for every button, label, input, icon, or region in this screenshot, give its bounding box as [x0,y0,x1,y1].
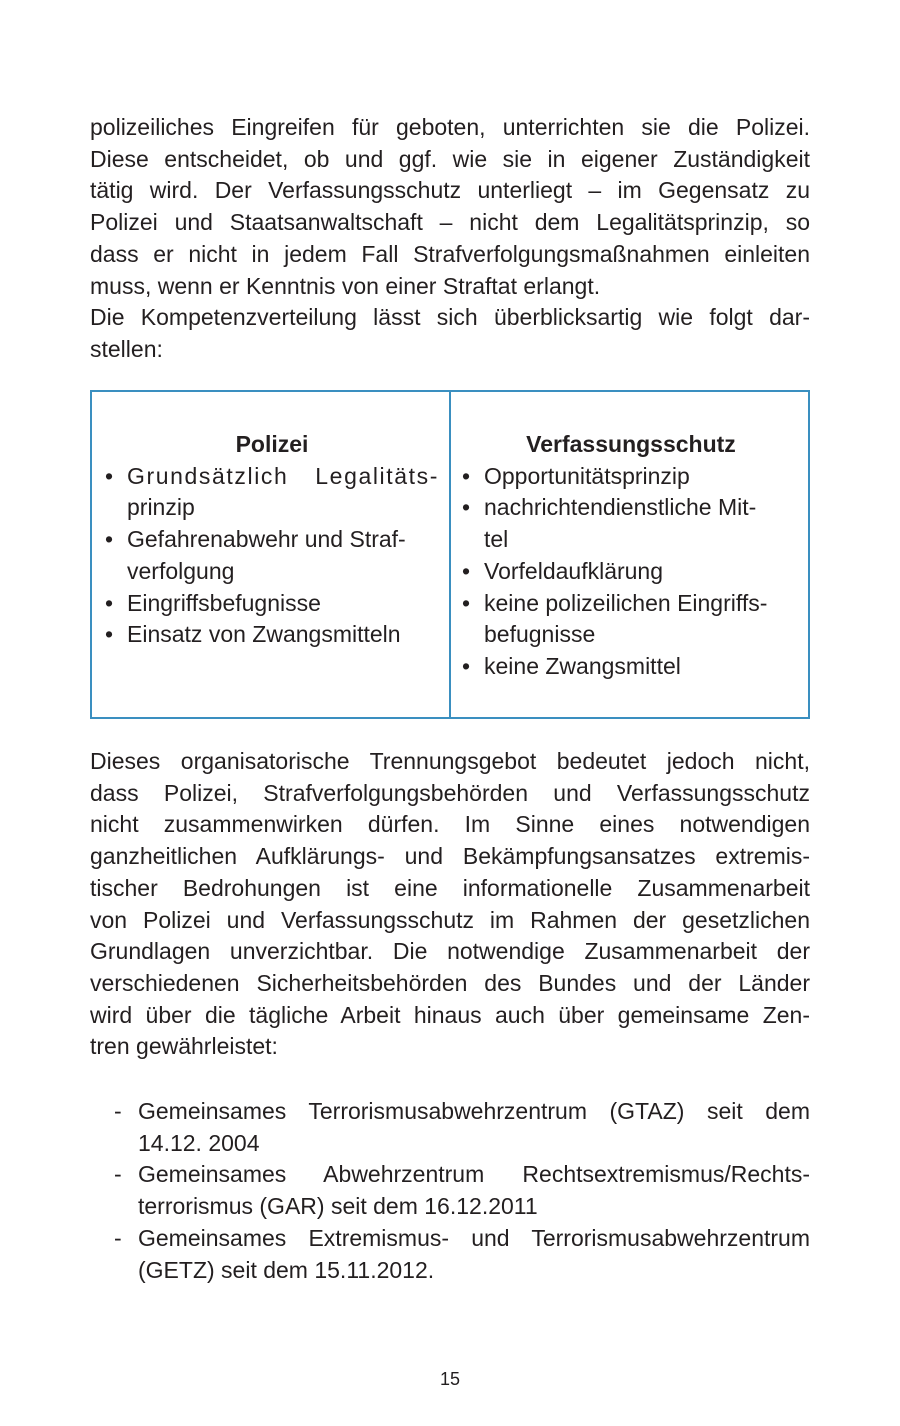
text-line: tischer Bedrohungen ist eine informationelle Zusammenarbeit [90,874,810,901]
bullet-icon: • [105,589,114,616]
text-line: dass er nicht in jedem Fall Strafverfolgungsmaßnahmen einleiten [90,240,810,267]
item-line: Eingriffsbefugnisse [127,589,321,616]
item-line: keine Zwangsmittel [484,652,681,679]
item-line: Grundsätzlich Legalitäts- [127,462,439,489]
text-line: nicht zusammenwirken dürfen. Im Sinne eines notwendigen [90,811,810,838]
item-line: prinzip [127,494,195,521]
bullet-icon: • [462,557,471,584]
constitution-protection-list [462,461,800,683]
item-line: Gemeinsames Abwehrzentrum Rechtsextremismus/Rechts- [138,1161,810,1188]
item-line: verfolgung [127,557,235,584]
bullet-icon: • [462,494,471,521]
text-line: Grundlagen unverzichtbar. Die notwendige Zusammenarbeit der [90,938,810,965]
item-line: Einsatz von Zwangsmitteln [127,621,401,648]
list-item [105,588,439,620]
intro-paragraph [90,112,810,302]
dash-icon: - [114,1098,122,1124]
text-line: polizeiliches Eingreifen für geboten, unterrichten sie die Polizei. [90,114,810,140]
separation-paragraph [90,746,810,1063]
constitution-protection-heading: Verfassungsschutz [526,431,736,457]
list-item [114,1223,810,1286]
text-line: Diese entscheidet, ob und ggf. wie sie in eigener Zuständigkeit [90,145,810,172]
text-line: Dieses organisatorische Trennungsgebot bedeutet jedoch nicht, [90,748,810,774]
item-line: Vorfeldaufklärung [484,557,664,584]
text-line: dass Polizei, Strafverfolgungsbehörden und Verfassungsschutz [90,779,810,806]
police-heading: Polizei [235,431,309,457]
item-line: tel [484,526,509,553]
bullet-icon: • [462,652,471,679]
comparison-box [90,390,810,719]
list-item [462,492,800,555]
item-line: Gemeinsames Extremismus- und Terrorismusabwehrzentrum [138,1224,810,1251]
item-line: Opportunitätsprinzip [484,462,690,489]
text-line: ganzheitlichen Aufklärungs- und Bekämpfungsansatzes extremis- [90,843,810,870]
item-line: Gemeinsames Terrorismusabwehrzentrum (GTAZ) seit dem [138,1098,810,1124]
bullet-icon: • [105,462,114,489]
list-item [114,1159,810,1222]
list-item [462,556,800,588]
centers-list [114,1096,810,1286]
text-line: wird über die tägliche Arbeit hinaus auch über gemeinsame Zen- [90,1001,810,1028]
overview-paragraph [90,302,810,365]
list-item [462,651,800,683]
list-item [462,461,800,493]
text-line: Polizei und Staatsanwaltschaft – nicht dem Legalitätsprinzip, so [90,209,810,236]
dash-icon: - [114,1224,122,1251]
item-line: (GETZ) seit dem 15.11.2012. [138,1256,435,1283]
text-line: Die Kompetenzverteilung lässt sich überblicksartig wie folgt dar- [90,304,810,331]
item-line: terrorismus (GAR) seit dem 16.12.2011 [138,1193,538,1220]
list-item [105,461,439,524]
police-column [92,392,451,717]
item-line: keine polizeilichen Eingriffs- [484,589,768,616]
item-line: 14.12. 2004 [138,1129,260,1156]
separation-text-block [90,746,810,1063]
text-line: tätig wird. Der Verfassungsschutz unterliegt – im Gegensatz zu [90,177,810,204]
list-item [462,588,800,651]
dash-icon: - [114,1161,122,1188]
item-line: Gefahrenabwehr und Straf- [127,526,406,553]
text-line: muss, wenn er Kenntnis von einer Straftat erlangt. [90,272,601,299]
intro-text-block [90,112,810,366]
bullet-icon: • [462,462,471,489]
text-line: verschiedenen Sicherheitsbehörden des Bundes und der Länder [90,969,810,996]
bullet-icon: • [105,526,114,553]
item-line: befugnisse [484,621,596,648]
item-line: nachrichtendienstliche Mit- [484,494,757,521]
text-line: von Polizei und Verfassungsschutz im Rahmen der gesetzlichen [90,906,810,933]
page-number: 15 [439,1369,461,1389]
list-item [105,524,439,587]
bullet-icon: • [462,589,471,616]
list-item [114,1096,810,1159]
list-item [105,619,439,651]
text-line: tren gewährleistet: [90,1033,278,1060]
police-list [105,461,439,651]
bullet-icon: • [105,621,114,648]
constitution-protection-column [451,392,808,717]
text-line: stellen: [90,335,163,362]
